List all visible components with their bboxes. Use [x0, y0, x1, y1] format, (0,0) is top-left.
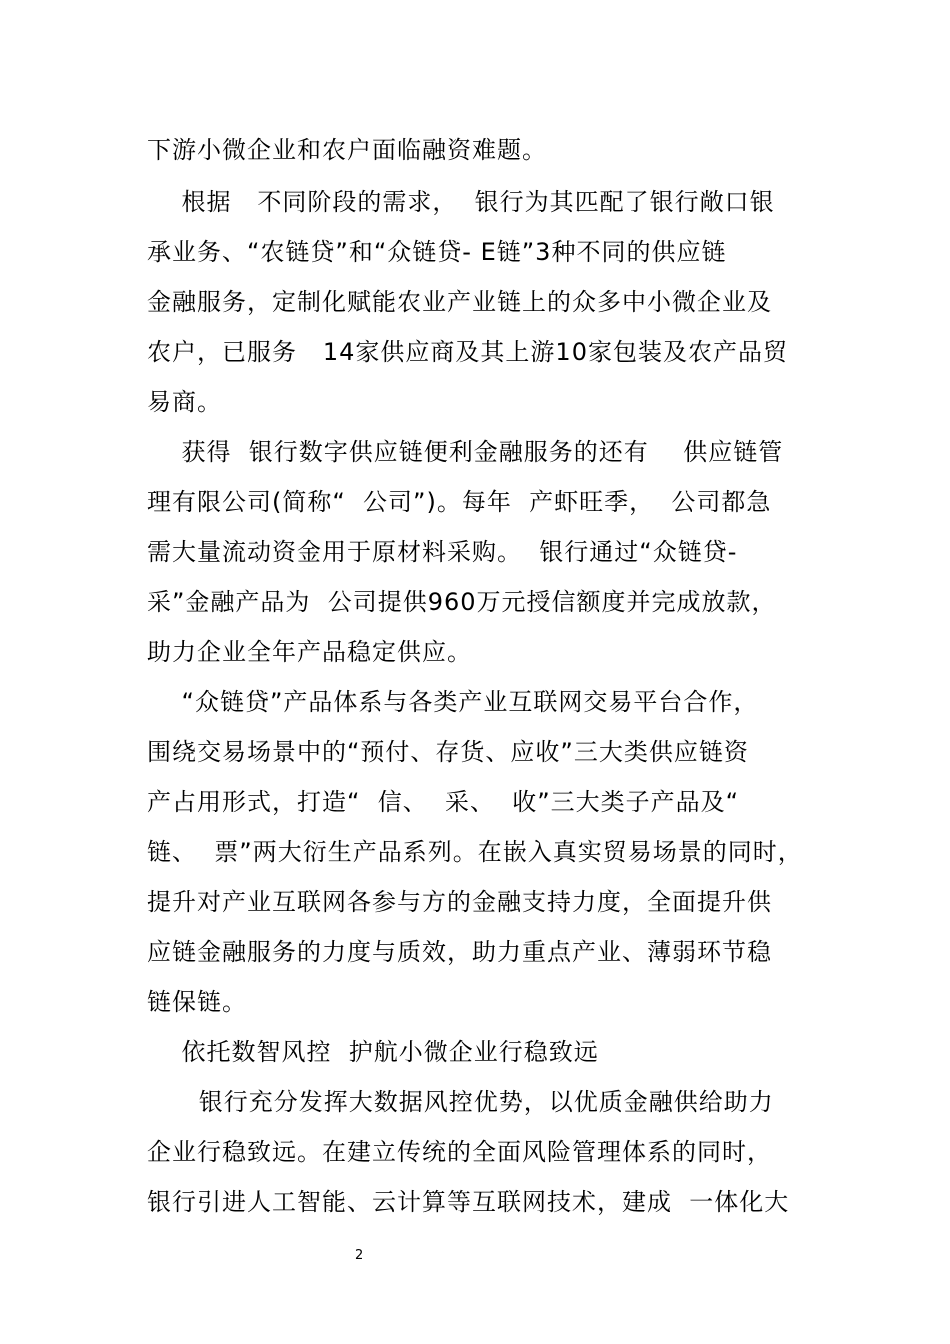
- text-line: 围绕交易场景中的“预付、存货、应收”三大类供应链资: [147, 738, 749, 766]
- text-line: 承业务、“农链贷”和“众链贷- E链”3种不同的供应链: [147, 238, 727, 266]
- text-line: 银行引进人工智能、云计算等互联网技术，建成 一体化大: [147, 1188, 790, 1216]
- text-line: 获得 银行数字供应链便利金融服务的还有 供应链管: [147, 438, 784, 466]
- section-heading: 依托数智风控 护航小微企业行稳致远: [147, 1038, 599, 1066]
- text-line: 根据 不同阶段的需求， 银行为其匹配了银行敞口银: [147, 188, 775, 216]
- text-line: 助力企业全年产品稳定供应。: [147, 638, 472, 666]
- text-line: 需大量流动资金用于原材料采购。 银行通过“众链贷-: [147, 538, 738, 566]
- text-line: 下游小微企业和农户面临融资难题。: [147, 136, 547, 164]
- text-line: 链、 票”两大衍生产品系列。在嵌入真实贸易场景的同时，: [147, 838, 803, 866]
- text-line: “众链贷”产品体系与各类产业互联网交易平台合作，: [147, 688, 759, 716]
- text-line: 农户，已服务 14家供应商及其上游10家包装及农产品贸: [147, 338, 788, 366]
- text-line: 金融服务，定制化赋能农业产业链上的众多中小微企业及: [147, 288, 772, 316]
- text-line: 链保链。: [147, 988, 247, 1016]
- text-line: 理有限公司(简称“ 公司”)。每年 产虾旺季， 公司都急: [147, 488, 772, 516]
- page-number: 2: [355, 1248, 364, 1263]
- text-line: 采”金融产品为 公司提供960万元授信额度并完成放款，: [147, 588, 777, 616]
- text-line: 银行充分发挥大数据风控优势，以优质金融供给助力: [147, 1088, 774, 1116]
- text-line: 易商。: [147, 388, 222, 416]
- text-line: 产占用形式，打造“ 信、 采、 收”三大类子产品及“: [147, 788, 740, 816]
- text-line: 企业行稳致远。在建立传统的全面风险管理体系的同时，: [147, 1138, 772, 1166]
- text-line: 应链金融服务的力度与质效，助力重点产业、薄弱环节稳: [147, 938, 772, 966]
- text-line: 提升对产业互联网各参与方的金融支持力度，全面提升供: [147, 888, 772, 916]
